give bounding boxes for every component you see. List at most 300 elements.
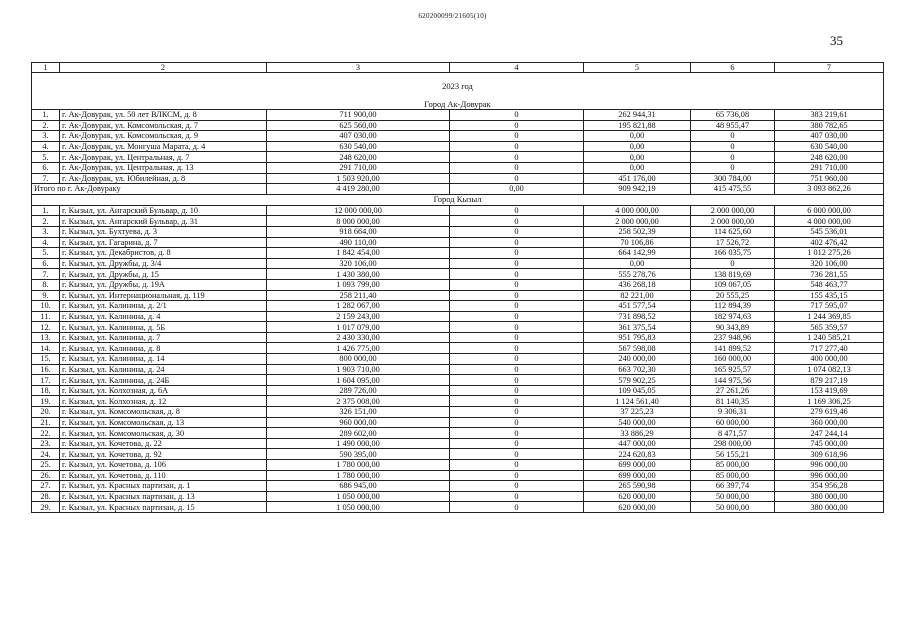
local-budget-cell: 90 343,89 — [691, 322, 775, 333]
owners-funds-cell: 279 619,46 — [775, 407, 884, 418]
budget-table — [31, 62, 884, 513]
regional-budget-cell: 540 000,00 — [584, 417, 691, 428]
regional-budget-cell: 731 898,52 — [584, 311, 691, 322]
local-budget-cell: 17 526,72 — [691, 237, 775, 248]
regional-budget-cell: 265 590,98 — [584, 481, 691, 492]
table-row — [32, 226, 884, 237]
row-number-cell: 2. — [32, 120, 60, 131]
table-row — [32, 332, 884, 343]
total-cost-cell: 1 842 454,00 — [267, 248, 450, 259]
regional-budget-cell: 0,00 — [584, 258, 691, 269]
local-budget-cell: 56 155,21 — [691, 449, 775, 460]
address-cell: г. Кызыл, ул. Калинина, д. 5Б — [60, 322, 267, 333]
local-budget-cell: 0 — [691, 141, 775, 152]
total-cost-cell: 590 395,00 — [267, 449, 450, 460]
address-cell: г. Кызыл, ул. Кочетова, д. 110 — [60, 470, 267, 481]
owners-funds-cell: 1 244 369,85 — [775, 311, 884, 322]
fund-support-cell: 0 — [450, 237, 584, 248]
owners-funds-cell: 402 476,42 — [775, 237, 884, 248]
total-cost-cell: 1 426 775,00 — [267, 343, 450, 354]
total-cost-cell: 1 604 095,00 — [267, 375, 450, 386]
document-id: 620200099/21605(10) — [418, 12, 487, 20]
owners-funds-cell: 751 960,00 — [775, 173, 884, 184]
owners-funds-cell: 630 540,00 — [775, 141, 884, 152]
owners-funds-cell: 1 240 585,21 — [775, 332, 884, 343]
fund-support-cell: 0 — [450, 173, 584, 184]
regional-budget-cell: 262 944,31 — [584, 110, 691, 121]
total-cost-cell: 289 726,00 — [267, 385, 450, 396]
column-number: 6 — [691, 63, 775, 73]
table-row — [32, 173, 884, 184]
row-number-cell: 29. — [32, 502, 60, 513]
total-cost-cell: 1 017 079,00 — [267, 322, 450, 333]
address-cell: г. Кызыл, ул. Комсомольская, д. 30 — [60, 428, 267, 439]
total-cost-total-cell: 4 419 280,00 — [267, 184, 450, 195]
regional-budget-cell: 224 620,83 — [584, 449, 691, 460]
city-heading-row — [32, 99, 884, 110]
fund-support-cell: 0 — [450, 470, 584, 481]
table-row — [32, 354, 884, 365]
local-budget-cell: 0 — [691, 131, 775, 142]
fund-support-cell: 0 — [450, 481, 584, 492]
total-cost-cell: 630 540,00 — [267, 141, 450, 152]
row-number-cell: 11. — [32, 311, 60, 322]
local-budget-cell: 109 067,05 — [691, 279, 775, 290]
total-cost-cell: 1 430 380,00 — [267, 269, 450, 280]
regional-budget-cell: 195 821,88 — [584, 120, 691, 131]
total-cost-cell: 711 900,00 — [267, 110, 450, 121]
table-row — [32, 385, 884, 396]
table-row — [32, 131, 884, 142]
local-budget-cell: 50 000,00 — [691, 502, 775, 513]
owners-funds-cell: 879 217,19 — [775, 375, 884, 386]
row-number-cell: 4. — [32, 237, 60, 248]
table-row — [32, 141, 884, 152]
fund-support-cell: 0 — [450, 438, 584, 449]
column-number: 5 — [584, 63, 691, 73]
local-budget-cell: 9 306,31 — [691, 407, 775, 418]
fund-support-cell: 0 — [450, 460, 584, 471]
row-number-cell: 7. — [32, 173, 60, 184]
address-cell: г. Кызыл, ул. Гагарина, д. 7 — [60, 237, 267, 248]
table-row — [32, 428, 884, 439]
table-row — [32, 110, 884, 121]
fund-support-cell: 0 — [450, 258, 584, 269]
row-number-cell: 6. — [32, 258, 60, 269]
fund-support-cell: 0 — [450, 491, 584, 502]
owners-funds-cell: 407 030,00 — [775, 131, 884, 142]
regional-budget-total-cell: 909 942,19 — [584, 184, 691, 195]
address-cell: г. Кызыл, ул. Калинина, д. 24Б — [60, 375, 267, 386]
table-row — [32, 120, 884, 131]
fund-support-cell: 0 — [450, 364, 584, 375]
regional-budget-cell: 37 225,23 — [584, 407, 691, 418]
row-number-cell: 19. — [32, 396, 60, 407]
row-number-cell: 3. — [32, 131, 60, 142]
row-number-cell: 22. — [32, 428, 60, 439]
total-cost-cell: 1 050 000,00 — [267, 502, 450, 513]
total-cost-cell: 1 503 920,00 — [267, 173, 450, 184]
fund-support-cell: 0 — [450, 279, 584, 290]
fund-support-cell: 0 — [450, 301, 584, 312]
owners-funds-cell: 153 419,69 — [775, 385, 884, 396]
row-number-cell: 20. — [32, 407, 60, 418]
table-row — [32, 343, 884, 354]
total-cost-cell: 12 000 000,00 — [267, 205, 450, 216]
total-cost-cell: 1 282 067,00 — [267, 301, 450, 312]
regional-budget-cell: 82 221,00 — [584, 290, 691, 301]
address-cell: г. Ак-Довурак, ул. Комсомольская, д. 7 — [60, 120, 267, 131]
address-cell: г. Кызыл, ул. Интернациональная, д. 119 — [60, 290, 267, 301]
total-row — [32, 184, 884, 195]
regional-budget-cell: 361 375,54 — [584, 322, 691, 333]
owners-funds-cell: 354 956,28 — [775, 481, 884, 492]
address-cell: г. Кызыл, ул. Калинина, д. 24 — [60, 364, 267, 375]
row-number-cell: 10. — [32, 301, 60, 312]
owners-funds-cell: 545 536,01 — [775, 226, 884, 237]
total-cost-cell: 291 710,00 — [267, 162, 450, 173]
regional-budget-cell: 579 902,25 — [584, 375, 691, 386]
table-row — [32, 152, 884, 163]
row-number-cell: 5. — [32, 248, 60, 259]
owners-funds-cell: 4 000 000,00 — [775, 216, 884, 227]
local-budget-cell: 50 000,00 — [691, 491, 775, 502]
row-number-cell: 7. — [32, 269, 60, 280]
total-cost-cell: 320 106,00 — [267, 258, 450, 269]
fund-support-cell: 0 — [450, 354, 584, 365]
owners-funds-cell: 400 000,00 — [775, 354, 884, 365]
fund-support-cell: 0 — [450, 417, 584, 428]
local-budget-cell: 60 000,00 — [691, 417, 775, 428]
local-budget-cell: 81 140,35 — [691, 396, 775, 407]
owners-funds-cell: 736 281,55 — [775, 269, 884, 280]
row-number-cell: 21. — [32, 417, 60, 428]
address-cell: г. Кызыл, ул. Кочетова, д. 106 — [60, 460, 267, 471]
owners-funds-cell: 548 463,77 — [775, 279, 884, 290]
table-row — [32, 248, 884, 259]
total-cost-cell: 490 110,00 — [267, 237, 450, 248]
year-heading: 2023 год — [32, 73, 884, 100]
fund-support-cell: 0 — [450, 385, 584, 396]
address-cell: г. Кызыл, ул. Красных партизан, д. 13 — [60, 491, 267, 502]
row-number-cell: 8. — [32, 279, 60, 290]
local-budget-cell: 48 955,47 — [691, 120, 775, 131]
page-number: 35 — [830, 33, 843, 48]
local-budget-cell: 112 894,39 — [691, 301, 775, 312]
regional-budget-cell: 451 577,54 — [584, 301, 691, 312]
table-row — [32, 205, 884, 216]
regional-budget-cell: 0,00 — [584, 141, 691, 152]
regional-budget-cell: 258 502,39 — [584, 226, 691, 237]
regional-budget-cell: 663 702,30 — [584, 364, 691, 375]
column-number: 7 — [775, 63, 884, 73]
address-cell: г. Кызыл, ул. Декабристов, д. 8 — [60, 248, 267, 259]
regional-budget-cell: 451 176,00 — [584, 173, 691, 184]
owners-funds-cell: 1 012 275,26 — [775, 248, 884, 259]
fund-support-cell: 0 — [450, 407, 584, 418]
fund-support-cell: 0 — [450, 162, 584, 173]
year-heading-row — [32, 73, 884, 100]
fund-support-total-cell: 0,00 — [450, 184, 584, 195]
regional-budget-cell: 0,00 — [584, 131, 691, 142]
address-cell: г. Кызыл, ул. Калинина, д. 8 — [60, 343, 267, 354]
fund-support-cell: 0 — [450, 269, 584, 280]
regional-budget-cell: 699 000,00 — [584, 460, 691, 471]
city-heading: Город Кызыл — [32, 194, 884, 205]
fund-support-cell: 0 — [450, 131, 584, 142]
total-cost-cell: 960 000,00 — [267, 417, 450, 428]
table-row — [32, 407, 884, 418]
local-budget-cell: 8 471,57 — [691, 428, 775, 439]
fund-support-cell: 0 — [450, 343, 584, 354]
owners-funds-cell: 565 359,57 — [775, 322, 884, 333]
total-cost-cell: 918 664,00 — [267, 226, 450, 237]
address-cell: г. Кызыл, ул. Калинина, д. 14 — [60, 354, 267, 365]
address-cell: г. Кызыл, ул. Колхозная, д. 6А — [60, 385, 267, 396]
owners-funds-cell: 717 595,07 — [775, 301, 884, 312]
regional-budget-cell: 0,00 — [584, 152, 691, 163]
address-cell: г. Кызыл, ул. Дружбы, д. 3/4 — [60, 258, 267, 269]
row-number-cell: 5. — [32, 152, 60, 163]
table-row — [32, 491, 884, 502]
regional-budget-cell: 620 000,00 — [584, 502, 691, 513]
column-number: 2 — [60, 63, 267, 73]
address-cell: г. Ак-Довурак, ул. 50 лет ВЛКСМ, д. 8 — [60, 110, 267, 121]
owners-funds-cell: 996 000,00 — [775, 460, 884, 471]
row-number-cell: 24. — [32, 449, 60, 460]
owners-funds-cell: 996 000,00 — [775, 470, 884, 481]
table-body — [32, 63, 884, 513]
table-row — [32, 375, 884, 386]
table-row — [32, 460, 884, 471]
table-row — [32, 162, 884, 173]
table-row — [32, 258, 884, 269]
regional-budget-cell: 2 000 000,00 — [584, 216, 691, 227]
total-cost-cell: 407 030,00 — [267, 131, 450, 142]
local-budget-cell: 237 948,96 — [691, 332, 775, 343]
fund-support-cell: 0 — [450, 322, 584, 333]
address-cell: г. Кызыл, ул. Кочетова, д. 22 — [60, 438, 267, 449]
owners-funds-cell: 380 782,65 — [775, 120, 884, 131]
owners-funds-cell: 309 618,96 — [775, 449, 884, 460]
regional-budget-cell: 240 000,00 — [584, 354, 691, 365]
owners-funds-cell: 1 074 082,13 — [775, 364, 884, 375]
regional-budget-cell: 70 106,86 — [584, 237, 691, 248]
row-number-cell: 2. — [32, 216, 60, 227]
total-cost-cell: 1 903 710,00 — [267, 364, 450, 375]
total-cost-cell: 1 050 000,00 — [267, 491, 450, 502]
table-row — [32, 481, 884, 492]
row-number-cell: 9. — [32, 290, 60, 301]
row-number-cell: 6. — [32, 162, 60, 173]
row-number-cell: 14. — [32, 343, 60, 354]
address-cell: г. Ак-Довурак, ул. Центральная, д. 13 — [60, 162, 267, 173]
owners-funds-total-cell: 3 093 862,26 — [775, 184, 884, 195]
row-number-cell: 26. — [32, 470, 60, 481]
fund-support-cell: 0 — [450, 449, 584, 460]
row-number-cell: 1. — [32, 110, 60, 121]
column-number-row — [32, 63, 884, 73]
column-number: 3 — [267, 63, 450, 73]
address-cell: г. Ак-Довурак, ул. Юбилейная, д. 8 — [60, 173, 267, 184]
total-cost-cell: 289 602,00 — [267, 428, 450, 439]
fund-support-cell: 0 — [450, 396, 584, 407]
fund-support-cell: 0 — [450, 332, 584, 343]
row-number-cell: 12. — [32, 322, 60, 333]
row-number-cell: 13. — [32, 332, 60, 343]
table-row — [32, 470, 884, 481]
owners-funds-cell: 360 000,00 — [775, 417, 884, 428]
regional-budget-cell: 699 000,00 — [584, 470, 691, 481]
regional-budget-cell: 0,00 — [584, 162, 691, 173]
local-budget-cell: 20 555,25 — [691, 290, 775, 301]
local-budget-cell: 66 397,74 — [691, 481, 775, 492]
local-budget-cell: 166 035,75 — [691, 248, 775, 259]
total-cost-cell: 800 000,00 — [267, 354, 450, 365]
local-budget-cell: 0 — [691, 162, 775, 173]
fund-support-cell: 0 — [450, 502, 584, 513]
table-row — [32, 290, 884, 301]
owners-funds-cell: 155 435,15 — [775, 290, 884, 301]
table-row — [32, 269, 884, 280]
owners-funds-cell: 291 710,00 — [775, 162, 884, 173]
local-budget-cell: 85 000,00 — [691, 460, 775, 471]
regional-budget-cell: 4 000 000,00 — [584, 205, 691, 216]
address-cell: г. Кызыл, ул. Бухтуева, д. 3 — [60, 226, 267, 237]
total-cost-cell: 2 375 008,00 — [267, 396, 450, 407]
row-number-cell: 4. — [32, 141, 60, 152]
address-cell: г. Кызыл, ул. Комсомольская, д. 8 — [60, 407, 267, 418]
total-cost-cell: 326 151,00 — [267, 407, 450, 418]
address-cell: г. Ак-Довурак, ул. Монгуша Марата, д. 4 — [60, 141, 267, 152]
owners-funds-cell: 745 000,00 — [775, 438, 884, 449]
fund-support-cell: 0 — [450, 248, 584, 259]
local-budget-cell: 2 000 000,00 — [691, 216, 775, 227]
address-cell: г. Ак-Довурак, ул. Комсомольская, д. 9 — [60, 131, 267, 142]
local-budget-cell: 65 736,08 — [691, 110, 775, 121]
table-row — [32, 417, 884, 428]
row-number-cell: 25. — [32, 460, 60, 471]
total-cost-cell: 686 945,00 — [267, 481, 450, 492]
total-cost-cell: 2 430 330,00 — [267, 332, 450, 343]
table-row — [32, 364, 884, 375]
row-number-cell: 28. — [32, 491, 60, 502]
fund-support-cell: 0 — [450, 141, 584, 152]
fund-support-cell: 0 — [450, 311, 584, 322]
address-cell: г. Кызыл, ул. Ангарский Бульвар, д. 31 — [60, 216, 267, 227]
owners-funds-cell: 247 244,14 — [775, 428, 884, 439]
row-number-cell: 3. — [32, 226, 60, 237]
local-budget-cell: 141 899,52 — [691, 343, 775, 354]
owners-funds-cell: 1 169 306,25 — [775, 396, 884, 407]
fund-support-cell: 0 — [450, 120, 584, 131]
local-budget-cell: 114 625,60 — [691, 226, 775, 237]
table-row — [32, 396, 884, 407]
total-cost-cell: 1 780 000,00 — [267, 460, 450, 471]
owners-funds-cell: 6 000 000,00 — [775, 205, 884, 216]
table-row — [32, 216, 884, 227]
address-cell: г. Кызыл, ул. Колхозная, д. 12 — [60, 396, 267, 407]
total-cost-cell: 258 211,40 — [267, 290, 450, 301]
address-cell: г. Кызыл, ул. Комсомольская, д. 13 — [60, 417, 267, 428]
row-number-cell: 1. — [32, 205, 60, 216]
local-budget-total-cell: 415 475,55 — [691, 184, 775, 195]
address-cell: г. Кызыл, ул. Калинина, д. 4 — [60, 311, 267, 322]
owners-funds-cell: 717 277,40 — [775, 343, 884, 354]
row-number-cell: 15. — [32, 354, 60, 365]
table-row — [32, 438, 884, 449]
regional-budget-cell: 436 268,18 — [584, 279, 691, 290]
city-heading: Город Ак-Довурак — [32, 99, 884, 110]
regional-budget-cell: 951 795,83 — [584, 332, 691, 343]
fund-support-cell: 0 — [450, 216, 584, 227]
column-number: 1 — [32, 63, 60, 73]
fund-support-cell: 0 — [450, 152, 584, 163]
total-cost-cell: 2 159 243,00 — [267, 311, 450, 322]
total-cost-cell: 1 780 000,00 — [267, 470, 450, 481]
owners-funds-cell: 248 620,00 — [775, 152, 884, 163]
total-cost-cell: 625 560,00 — [267, 120, 450, 131]
address-cell: г. Кызыл, ул. Калинина, д. 7 — [60, 332, 267, 343]
table-row — [32, 502, 884, 513]
row-number-cell: 27. — [32, 481, 60, 492]
owners-funds-cell: 383 219,61 — [775, 110, 884, 121]
total-cost-cell: 8 000 000,00 — [267, 216, 450, 227]
total-label: Итого по г. Ак-Довураку — [32, 184, 267, 195]
owners-funds-cell: 380 000,00 — [775, 491, 884, 502]
regional-budget-cell: 33 886,29 — [584, 428, 691, 439]
table-row — [32, 311, 884, 322]
local-budget-cell: 138 819,69 — [691, 269, 775, 280]
local-budget-cell: 27 261,26 — [691, 385, 775, 396]
fund-support-cell: 0 — [450, 290, 584, 301]
table-row — [32, 301, 884, 312]
local-budget-cell: 85 000,00 — [691, 470, 775, 481]
column-number: 4 — [450, 63, 584, 73]
regional-budget-cell: 555 278,76 — [584, 269, 691, 280]
address-cell: г. Кызыл, ул. Красных партизан, д. 1 — [60, 481, 267, 492]
regional-budget-cell: 567 598,08 — [584, 343, 691, 354]
local-budget-cell: 165 925,57 — [691, 364, 775, 375]
local-budget-cell: 298 000,00 — [691, 438, 775, 449]
local-budget-cell: 2 000 000,00 — [691, 205, 775, 216]
local-budget-cell: 0 — [691, 258, 775, 269]
regional-budget-cell: 620 000,00 — [584, 491, 691, 502]
fund-support-cell: 0 — [450, 205, 584, 216]
local-budget-cell: 182 974,63 — [691, 311, 775, 322]
fund-support-cell: 0 — [450, 110, 584, 121]
address-cell: г. Кызыл, ул. Калинина, д. 2/1 — [60, 301, 267, 312]
table-row — [32, 322, 884, 333]
city-heading-row — [32, 194, 884, 205]
address-cell: г. Кызыл, ул. Дружбы, д. 15 — [60, 269, 267, 280]
regional-budget-cell: 447 000,00 — [584, 438, 691, 449]
address-cell: г. Кызыл, ул. Дружбы, д. 19А — [60, 279, 267, 290]
local-budget-cell: 300 784,00 — [691, 173, 775, 184]
owners-funds-cell: 320 106,00 — [775, 258, 884, 269]
table-row — [32, 279, 884, 290]
owners-funds-cell: 380 000,00 — [775, 502, 884, 513]
regional-budget-cell: 664 142,99 — [584, 248, 691, 259]
table-row — [32, 449, 884, 460]
local-budget-cell: 160 000,00 — [691, 354, 775, 365]
total-cost-cell: 248 620,00 — [267, 152, 450, 163]
address-cell: г. Кызыл, ул. Кочетова, д. 92 — [60, 449, 267, 460]
row-number-cell: 17. — [32, 375, 60, 386]
fund-support-cell: 0 — [450, 226, 584, 237]
regional-budget-cell: 1 124 561,40 — [584, 396, 691, 407]
total-cost-cell: 1 490 000,00 — [267, 438, 450, 449]
